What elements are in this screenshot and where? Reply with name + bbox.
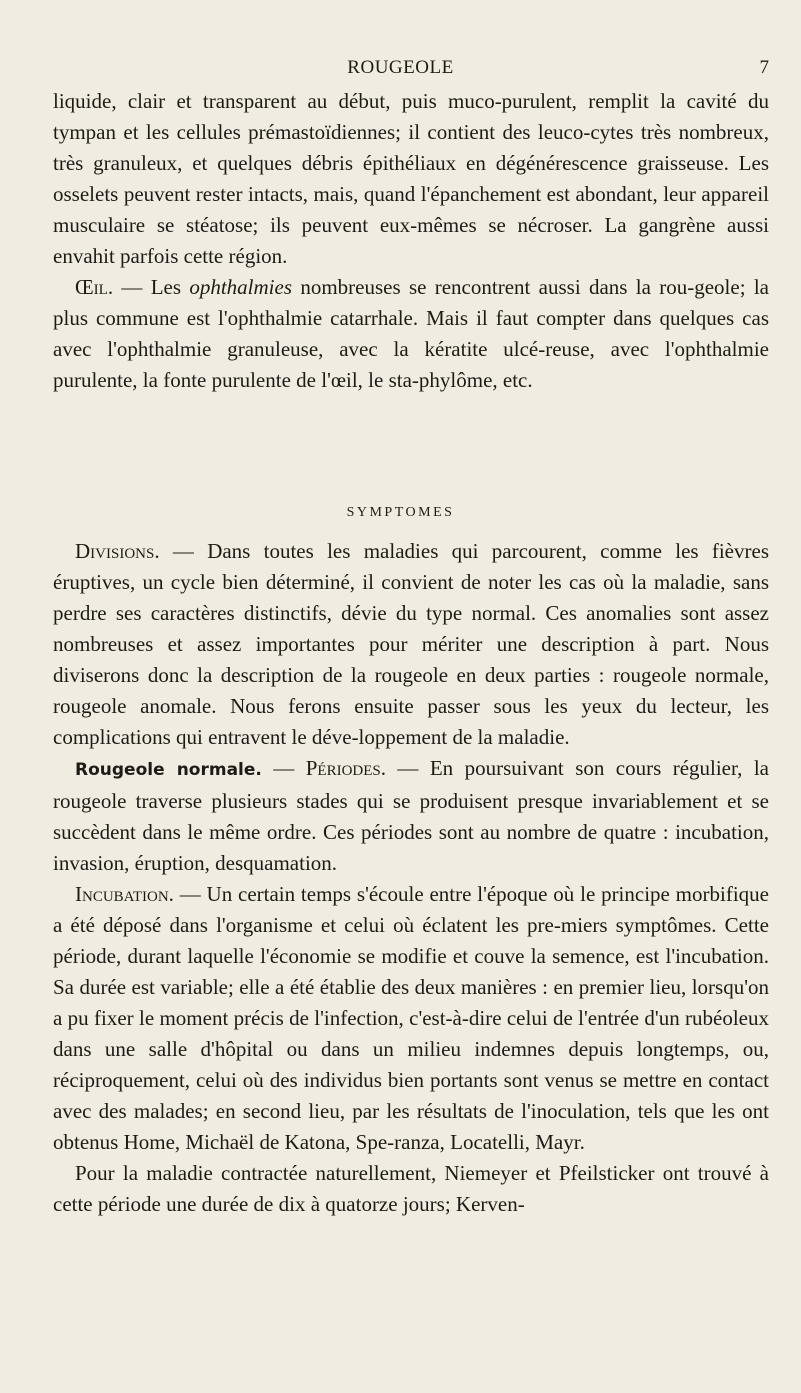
paragraph-eye — [53, 272, 769, 396]
paragraph-eye-lead: Œil. — [75, 275, 114, 299]
paragraph-incubation-text: — Un certain temps s'écoule entre l'époque où le principe morbifique a été déposé dans l'organisme et celui où éclatent les pre-miers symptômes. Cette période, durant laquelle l'économie se modifie et couve la semence, est l'incubation. Sa durée est variable; elle a été établie des deux manières : en premier lieu, lorsqu'on a pu fixer le moment précis de l'infection, c'est-à-dire celui de l'entrée d'un rubéoleux dans une salle d'hôpital ou dans un milieu indemnes depuis longtemps, ou, réciproquement, celui où des individus bien portants sont venus se mettre en contact avec des malades; en second lieu, par les résultats de l'inoculation, tels que les ont obtenus Home, Michaël de Katona, Spe-ranza, Locatelli, Mayr. — [53, 882, 769, 1154]
running-title: ROUGEOLE — [347, 57, 454, 78]
running-head — [0, 57, 801, 85]
paragraph-incubation-lead: Incubation. — [75, 882, 174, 906]
paragraph-divisions — [53, 536, 769, 753]
page-number: 7 — [759, 57, 769, 78]
paragraph-normal-measles-dash: — — [261, 756, 306, 780]
paragraph-divisions-lead: Divisions. — [75, 539, 160, 563]
paragraph-periods-text: — En poursuivant son cours régulier, la rougeole traverse plusieurs stades qui se produisent presque invariablement et se succèdent dans le même ordre. Ces périodes sont au nombre de quatre : incubation, invasion, éruption, desquamation. — [53, 756, 769, 875]
paragraph-normal-measles — [53, 753, 769, 879]
paragraph-normal-measles-heading: Rougeole normale. — [75, 760, 262, 780]
paragraph-duration: Pour la maladie contractée naturellement, Niemeyer et Pfeilsticker ont trouvé à cette période une durée de dix à quatorze jours; Kerven- — [53, 1161, 769, 1216]
paragraph-eye-text: nombreuses se rencontrent aussi dans la rou-geole; la plus commune est l'ophthalmie catarrhale. Mais il faut compter dans quelques cas avec l'ophthalmie granuleuse, avec la kératite ulcé-reuse, avec l'ophthalmie purulente, la fonte purulente de l'œil, le sta-phylôme, etc. — [53, 275, 769, 392]
paragraph-eye-pre: — Les — [113, 275, 190, 299]
paragraph-eye-italic: ophthalmies — [189, 275, 293, 299]
text-block-anatomy — [53, 86, 769, 396]
paragraph-divisions-text: — Dans toutes les maladies qui parcourent, comme les fièvres éruptives, un cycle bien déterminé, il convient de noter les cas où la maladie, sans perdre ses caractères distinctifs, dévie du type normal. Ces anomalies sont assez nombreuses et assez importantes pour mériter une description à part. Nous diviserons donc la description de la rougeole en deux parties : rougeole normale, rougeole anomale. Nous ferons ensuite passer sous les yeux du lecteur, les complications qui entravent le déve-loppement de la maladie. — [53, 539, 769, 749]
paragraph-periods-lead: Périodes. — [305, 756, 386, 780]
paragraph-ear: liquide, clair et transparent au début, puis muco-purulent, remplit la cavité du tympan et les cellules prémastoïdiennes; il contient des leuco-cytes très nombreux, très granuleux, et quelques débris épithéliaux en dégénérescence graisseuse. Les osselets peuvent rester intacts, mais, quand l'épanchement est abondant, leur appareil musculaire se stéatose; ils peuvent eux-mêmes se nécroser. La gangrène aussi envahit parfois cette région. — [53, 89, 769, 268]
text-block-symptoms — [53, 536, 769, 1220]
section-heading-symptoms: SYMPTOMES — [346, 505, 455, 520]
paragraph-incubation — [53, 879, 769, 1158]
